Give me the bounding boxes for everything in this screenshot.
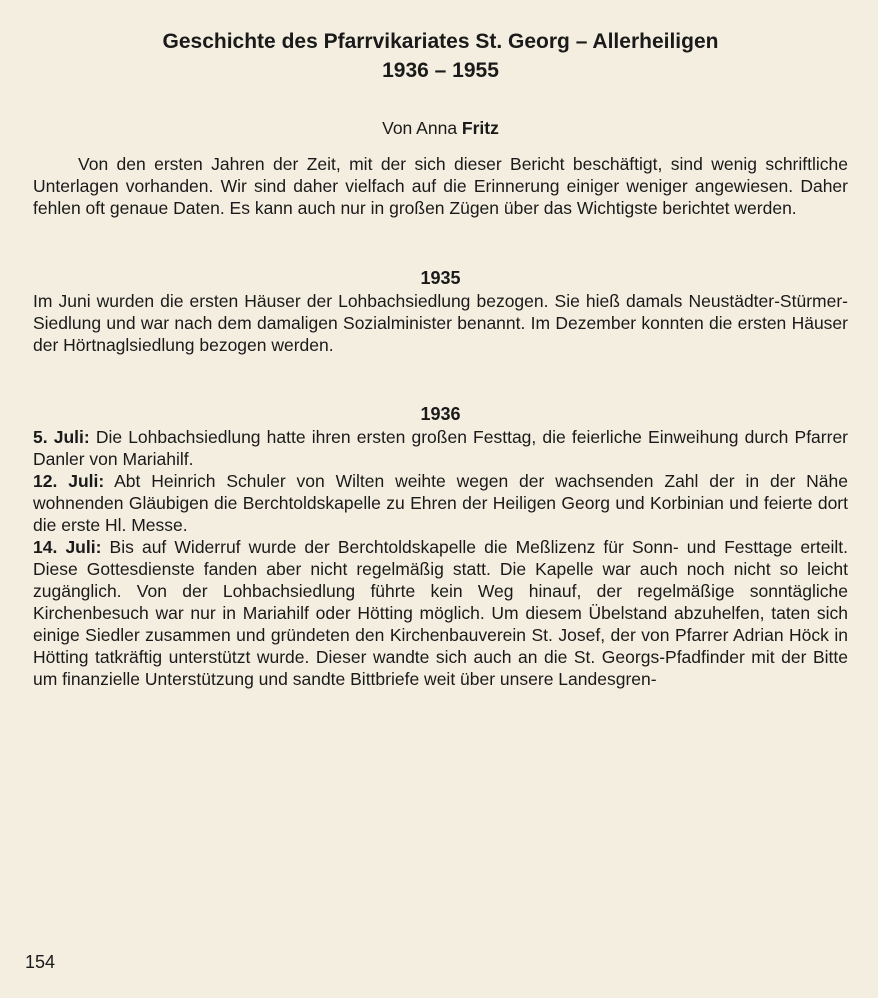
year-heading-1935: 1935 bbox=[420, 268, 461, 288]
byline-prefix: Von Anna bbox=[382, 118, 462, 138]
entry-text: Abt Heinrich Schuler von Wilten weihte wegen der wachsenden Zahl der in der Nähe wohnenden Gläubigen die Berchtoldskapelle zu Ehren der Heiligen Georg und Korbinian und feierte dort die erste Hl. Messe. bbox=[33, 471, 848, 535]
entry-date: 5. Juli: bbox=[33, 427, 90, 447]
year-heading-1936: 1936 bbox=[420, 404, 461, 424]
entry-5-juli bbox=[33, 426, 848, 470]
author-name: Fritz bbox=[461, 118, 499, 138]
entry-text: Bis auf Widerruf wurde der Berchtoldskapelle die Meßlizenz für Sonn- und Festtage erteilt. Diese Gottesdienste fanden aber nicht regelmäßig statt. Die Kapelle war auch noch nicht so leicht zugänglich. Von der Lohbachsiedlung führte kein Weg hinauf, der regelmäßige sonntägliche Kirchenbesuch war nur in Mariahilf oder Hötting möglich. Um diesem Übelstand abzuhelfen, taten sich einige Siedler zusammen und gründeten den Kirchenbauverein St. Josef, der von Pfarrer Adrian Höck in Hötting tatkräftig unterstützt wurde. Dieser wandte sich auch an die St. Georgs-Pfadfinder mit der Bitte um finanzielle Unterstützung und sandte Bittbriefe weit über unsere Landesgren- bbox=[33, 537, 848, 689]
title-line-1: Geschichte des Pfarrvikariates St. Georg – Allerheiligen bbox=[162, 30, 719, 53]
paragraph-1935: Im Juni wurden die ersten Häuser der Lohbachsiedlung bezogen. Sie hieß damals Neustädter-Stürmer-Siedlung und war nach dem damaligen Sozialminister benannt. Im Dezember konnten die ersten Häuser der Hörtnaglsiedlung bezogen werden. bbox=[33, 291, 848, 355]
document-title bbox=[33, 0, 848, 85]
intro-paragraph: Von den ersten Jahren der Zeit, mit der sich dieser Bericht beschäftigt, sind wenig schriftliche Unterlagen vorhanden. Wir sind daher vielfach auf die Erinnerung einiger weniger angewiesen. Daher fehlen oft genaue Daten. Es kann auch nur in großen Zügen über das Wichtigste berichtet werden. bbox=[33, 154, 848, 218]
entry-date: 14. Juli: bbox=[33, 537, 102, 557]
title-line-2: 1936 – 1955 bbox=[382, 59, 499, 82]
page-number: 154 bbox=[25, 952, 56, 972]
entry-12-juli bbox=[33, 470, 848, 536]
entry-14-juli bbox=[33, 536, 848, 690]
entry-text: Die Lohbachsiedlung hatte ihren ersten großen Festtag, die feierliche Einweihung durch Pfarrer Danler von Mariahilf. bbox=[33, 427, 849, 469]
author-byline bbox=[33, 116, 848, 140]
entry-date: 12. Juli: bbox=[33, 471, 105, 491]
